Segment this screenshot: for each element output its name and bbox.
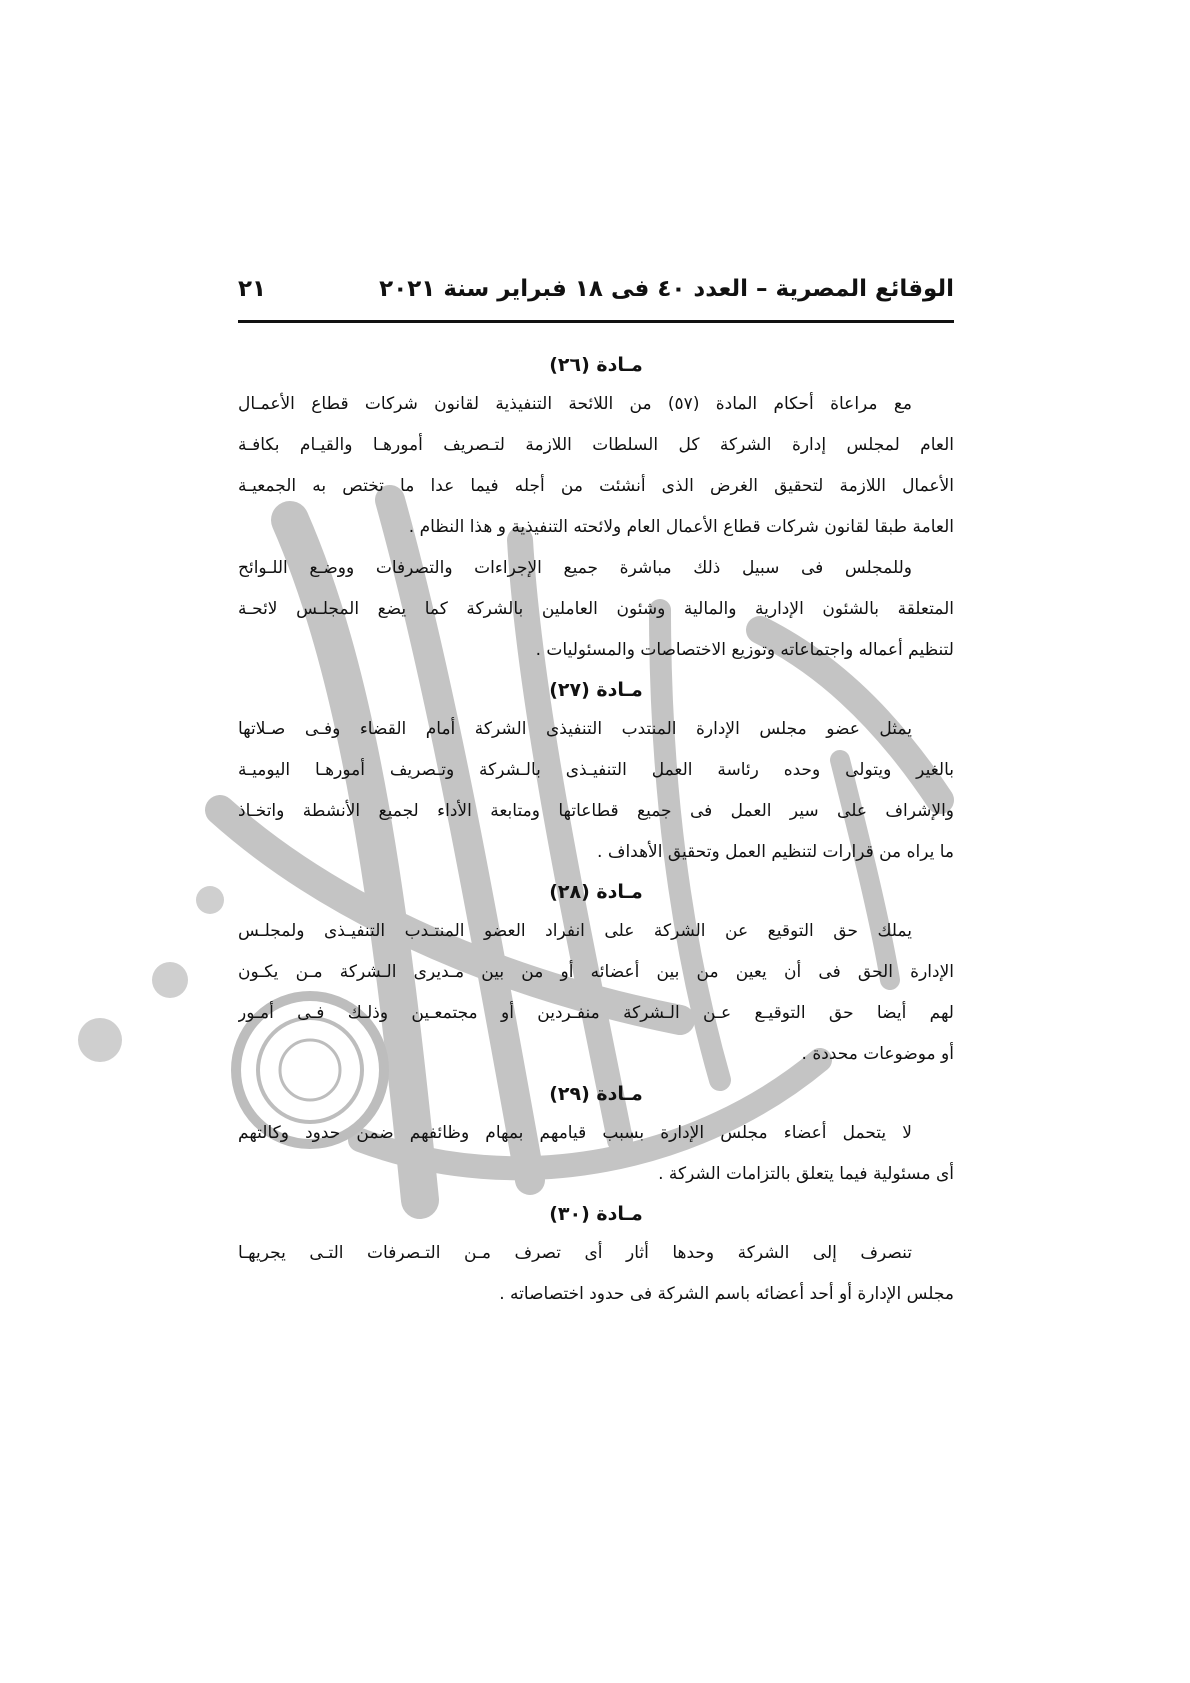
paragraph-line: لتنظيم أعماله واجتماعاته وتوزيع الاختصاصات والمسئوليات .	[535, 640, 954, 660]
article-29	[238, 1079, 954, 1195]
article-heading: مـادة (٣٠)	[549, 1203, 643, 1225]
paragraph-line: أو موضوعات محددة .	[801, 1044, 954, 1064]
article-heading: مـادة (٢٨)	[549, 881, 643, 903]
paragraph-line: العام لمجلس إدارة الشركة كل السلطات اللازمة لتـصريف أمورهـا والقيـام بكافـة	[238, 435, 954, 455]
paragraph-line: تنصرف إلى الشركة وحدها أثار أى تصرف مـن التـصرفات التـى يجريهـا	[238, 1243, 912, 1263]
paragraph-line: ما يراه من قرارات لتنظيم العمل وتحقيق الأهداف .	[597, 842, 954, 862]
paragraph-line: مع مراعاة أحكام المادة (٥٧) من اللائحة التنفيذية لقانون شركات قطاع الأعمـال	[238, 394, 912, 414]
article-heading: مـادة (٢٧)	[549, 679, 643, 701]
article-heading: مـادة (٢٩)	[549, 1083, 643, 1105]
article-26	[238, 350, 954, 671]
gazette-title: الوقائع المصرية – العدد ٤٠ فى ١٨ فبراير سنة ٢٠٢١	[379, 276, 954, 302]
paragraph-line: وللمجلس فى سبيل ذلك مباشرة جميع الإجراءات والتصرفات ووضـع اللـوائح	[238, 558, 912, 578]
header-divider	[238, 320, 954, 323]
paragraph-line: يملك حق التوقيع عن الشركة على انفراد العضو المنتـدب التنفيـذى ولمجلـس	[238, 921, 912, 941]
paragraph-line: العامة طبقا لقانون شركات قطاع الأعمال العام ولائحته التنفيذية و هذا النظام .	[408, 517, 954, 537]
article-28	[238, 877, 954, 1075]
paragraph-line: مجلس الإدارة أو أحد أعضائه باسم الشركة فى حدود اختصاصاته .	[499, 1284, 954, 1304]
document-body	[238, 350, 954, 1319]
article-heading: مـادة (٢٦)	[549, 354, 643, 376]
paragraph-line: أى مسئولية فيما يتعلق بالتزامات الشركة .	[658, 1164, 954, 1184]
paragraph-line: بالغير ويتولى وحده رئاسة العمل التنفيـذى بالـشركة وتـصريف أمورهـا اليوميـة	[238, 760, 954, 780]
paragraph-line: لهم أيضا حق التوقيـع عـن الـشركة منفـردين أو مجتمعـين وذلـك فـى أمـور	[238, 1003, 954, 1023]
page-number: ٢١	[238, 276, 267, 302]
page-header	[238, 272, 954, 320]
paragraph-line: الإدارة الحق فى أن يعين من بين أعضائه أو من بين مـديرى الـشركة مـن يكـون	[238, 962, 954, 982]
article-27	[238, 675, 954, 873]
paragraph-line: يمثل عضو مجلس الإدارة المنتدب التنفيذى الشركة أمام القضاء وفـى صـلاتها	[238, 719, 912, 739]
paragraph-line: والإشراف على سير العمل فى جميع قطاعاتها ومتابعة الأداء لجميع الأنشطة واتخـاذ	[238, 801, 954, 821]
article-30	[238, 1199, 954, 1315]
paragraph-line: المتعلقة بالشئون الإدارية والمالية وشئون العاملين بالشركة كما يضع المجلـس لائحـة	[238, 599, 954, 619]
paragraph-line: لا يتحمل أعضاء مجلس الإدارة بسبب قيامهم بمهام وظائفهم ضمن حدود وكالتهم	[238, 1123, 912, 1143]
paragraph-line: الأعمال اللازمة لتحقيق الغرض الذى أنشئت من أجله فيما عدا ما تختص به الجمعيـة	[238, 476, 954, 496]
